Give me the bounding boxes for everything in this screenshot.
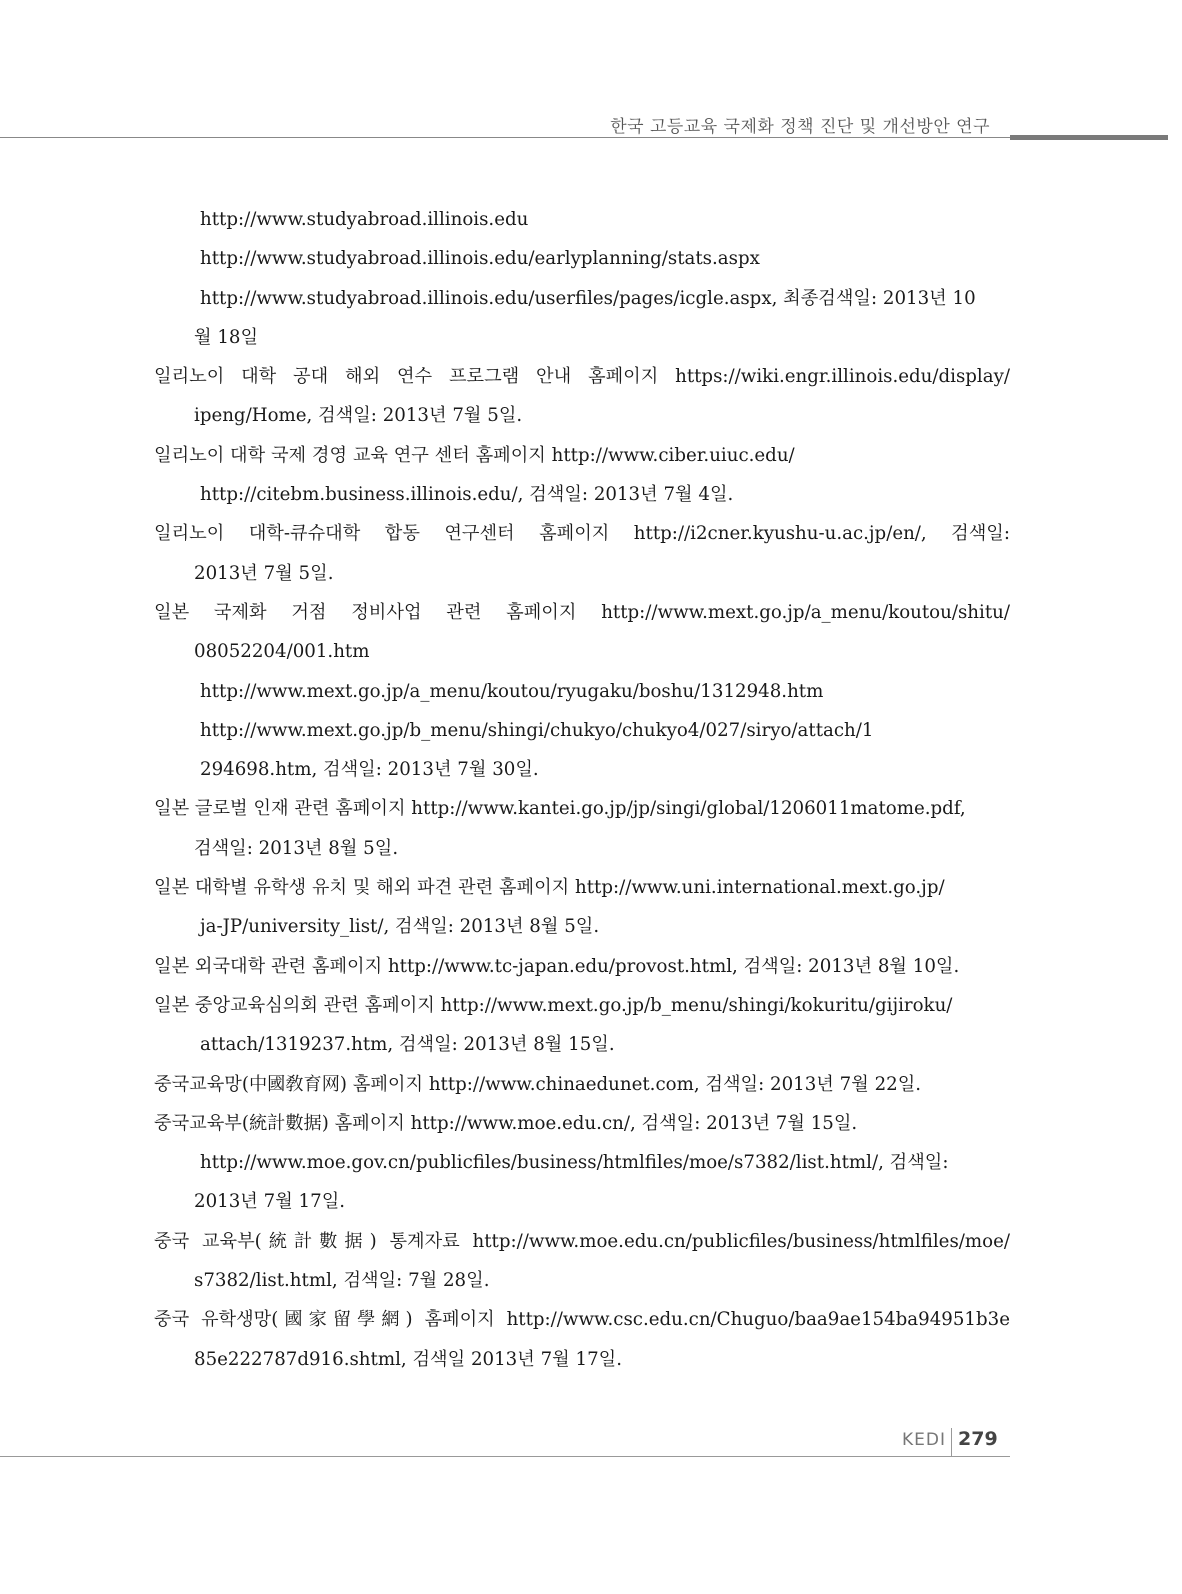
reference-line: 294698.htm, 검색일: 2013년 7월 30일.	[200, 759, 539, 781]
reference-line: 2013년 7월 5일.	[194, 562, 334, 584]
header-rule-accent	[1010, 135, 1168, 140]
reference-line: http://citebm.business.illinois.edu/, 검색일: 2013년 7월 4일.	[200, 484, 734, 506]
page-footer	[0, 1420, 1182, 1480]
reference-line: 검색일: 2013년 8월 5일.	[194, 837, 399, 859]
reference-line: 85e222787d916.shtml, 검색일 2013년 7월 17일.	[194, 1348, 622, 1370]
reference-line: http://www.mext.go.jp/a_menu/koutou/ryugaku/boshu/1312948.htm	[200, 680, 824, 702]
reference-line: 중국 유학생망(國家留學網) 홈페이지 http://www.csc.edu.cn/Chuguo/baa9ae154ba94951b3e	[154, 1309, 1010, 1331]
page-header	[0, 0, 1182, 140]
reference-line: ipeng/Home, 검색일: 2013년 7월 5일.	[194, 405, 523, 427]
reference-line: 중국교육부(統計數据) 홈페이지 http://www.moe.edu.cn/, 검색일: 2013년 7월 15일.	[154, 1112, 858, 1134]
header-rule	[0, 137, 1010, 138]
reference-line: http://www.studyabroad.illinois.edu/userfiles/pages/icgle.aspx, 최종검색일: 2013년 10	[200, 287, 976, 309]
footer-separator	[951, 1428, 952, 1456]
reference-line: 일리노이 대학 국제 경영 교육 연구 센터 홈페이지 http://www.ciber.uiuc.edu/	[154, 444, 795, 466]
reference-line: 일본 글로벌 인재 관련 홈페이지 http://www.kantei.go.jp/jp/singi/global/1206011matome.pdf,	[154, 798, 966, 820]
reference-line: 중국 교육부(統計數据) 통계자료 http://www.moe.edu.cn/publicfiles/business/htmlfiles/moe/	[154, 1230, 1010, 1252]
reference-line: s7382/list.html, 검색일: 7월 28일.	[194, 1270, 490, 1292]
reference-line: 일본 외국대학 관련 홈페이지 http://www.tc-japan.edu/provost.html, 검색일: 2013년 8월 10일.	[154, 955, 960, 977]
reference-line: 일본 대학별 유학생 유치 및 해외 파견 관련 홈페이지 http://www.uni.international.mext.go.jp/	[154, 877, 945, 899]
reference-line: 중국교육망(中國敎育网) 홈페이지 http://www.chinaedunet.com, 검색일: 2013년 7월 22일.	[154, 1073, 922, 1095]
footer-rule	[0, 1456, 1010, 1457]
reference-line: http://www.studyabroad.illinois.edu/earlyplanning/stats.aspx	[200, 248, 760, 270]
reference-line: 일본 중앙교육심의회 관련 홈페이지 http://www.mext.go.jp/b_menu/shingi/kokuritu/gijiroku/	[154, 994, 953, 1016]
publisher-label: KEDI	[902, 1430, 946, 1450]
reference-line: 2013년 7월 17일.	[194, 1191, 346, 1213]
reference-line: 일리노이 대학-큐슈대학 합동 연구센터 홈페이지 http://i2cner.kyushu-u.ac.jp/en/, 검색일:	[154, 523, 1010, 545]
page-number: 279	[958, 1428, 998, 1450]
reference-line: 일본 국제화 거점 정비사업 관련 홈페이지 http://www.mext.go.jp/a_menu/koutou/shitu/	[154, 601, 1010, 623]
reference-line: 일리노이 대학 공대 해외 연수 프로그램 안내 홈페이지 https://wiki.engr.illinois.edu/display/	[154, 366, 1010, 388]
reference-line: attach/1319237.htm, 검색일: 2013년 8월 15일.	[200, 1034, 615, 1056]
reference-line: ja-JP/university_list/, 검색일: 2013년 8월 5일.	[200, 916, 600, 938]
running-header-title: 한국 고등교육 국제화 정책 진단 및 개선방안 연구	[610, 117, 990, 137]
reference-line: 08052204/001.htm	[194, 641, 370, 663]
reference-line: 월 18일	[194, 326, 259, 348]
reference-line: http://www.mext.go.jp/b_menu/shingi/chukyo/chukyo4/027/siryo/attach/1	[200, 719, 874, 741]
reference-list	[154, 200, 1010, 1379]
reference-line: http://www.studyabroad.illinois.edu	[200, 209, 529, 230]
reference-line: http://www.moe.gov.cn/publicfiles/business/htmlfiles/moe/s7382/list.html/, 검색일:	[200, 1152, 949, 1174]
